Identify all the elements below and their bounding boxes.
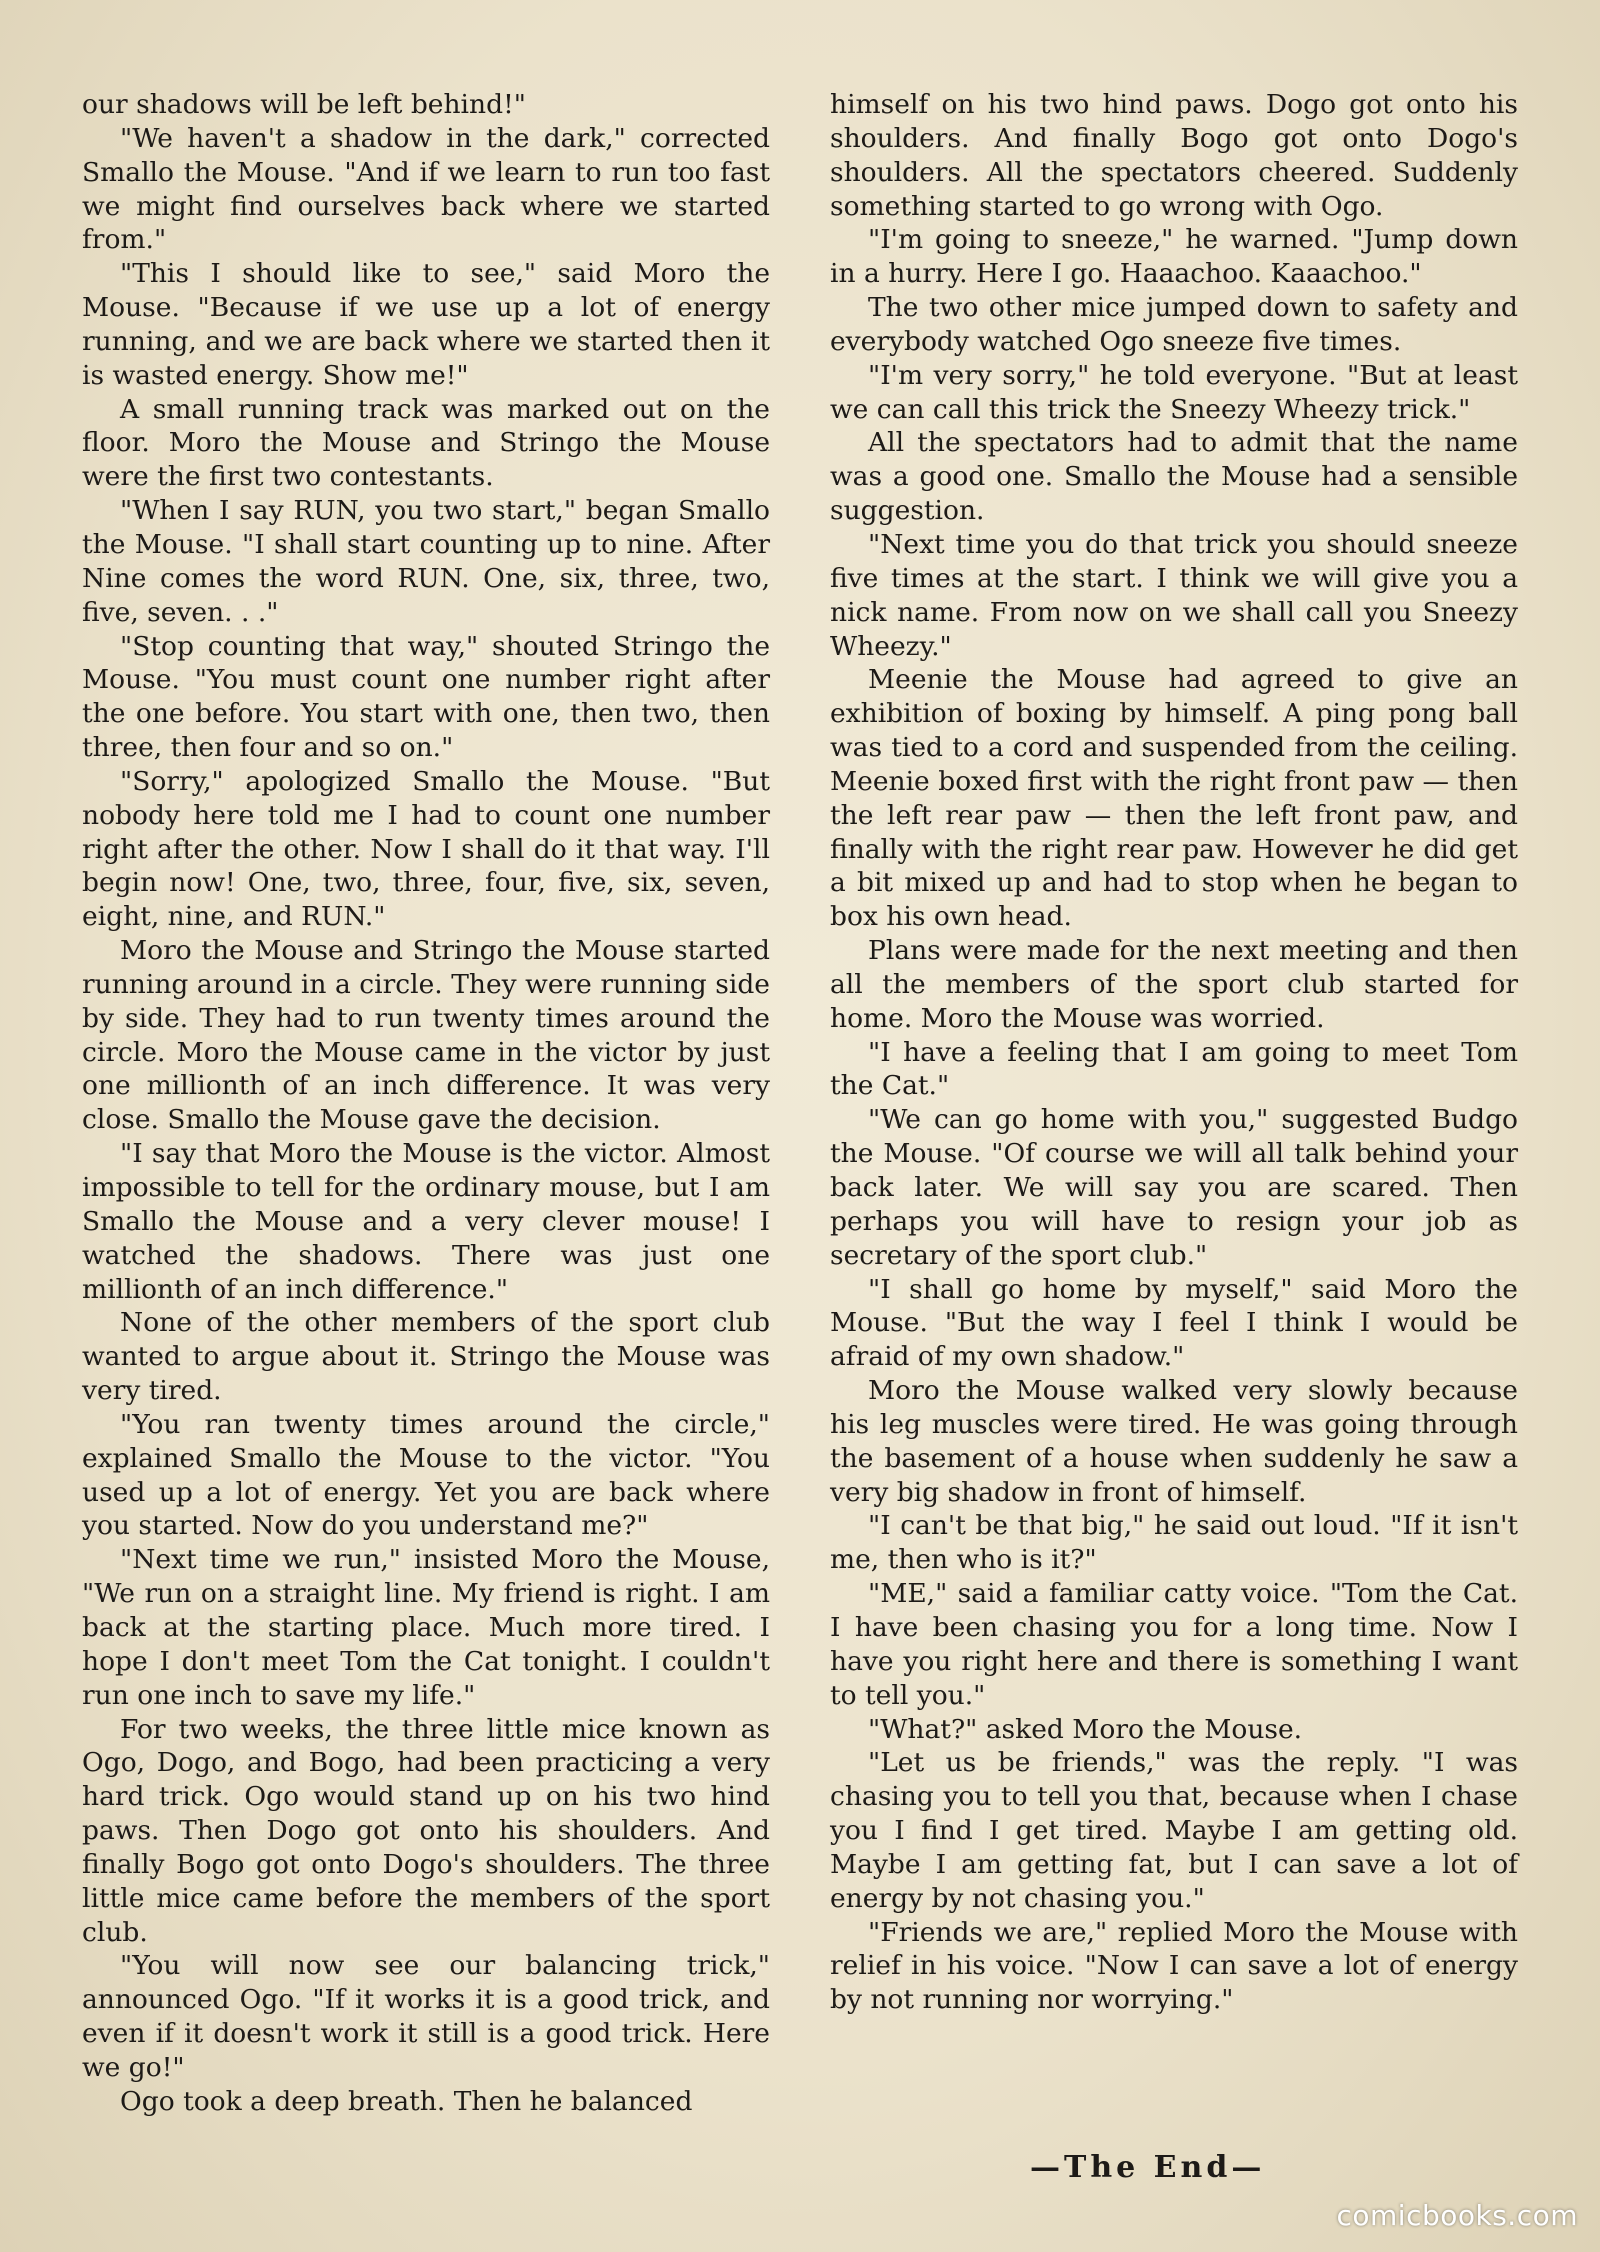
paragraph: "When I say RUN, you two start," began Smallo the Mouse. "I shall start counting up to nine. After Nine comes the word RUN. One, six, three, two, five, seven. . .": [82, 495, 770, 628]
paragraph: "I shall go home by myself," said Moro the Mouse. "But the way I feel I think I would be afraid of my own shadow.": [830, 1273, 1518, 1373]
paragraph: Ogo took a deep breath. Then he balanced: [120, 2085, 693, 2117]
site-watermark: comicbooks.com: [1336, 2199, 1578, 2232]
paragraph: "I say that Moro the Mouse is the victor. Almost impossible to tell for the ordinary mouse, but I am Smallo the Mouse and a very clever mouse! I watched the shadows. There was just one millionth of an inch difference.": [82, 1138, 770, 1305]
paragraph: "I have a feeling that I am going to meet Tom the Cat.": [830, 1036, 1518, 1102]
paragraph: A small running track was marked out on the floor. Moro the Mouse and Stringo the Mouse were the first two contestants.: [82, 393, 770, 493]
paragraph: "I can't be that big," he said out loud. "If it isn't me, then who is it?": [830, 1510, 1518, 1576]
paragraph: "We can go home with you," suggested Budgo the Mouse. "Of course we will all talk behind your back later. We will say you are scared. Then perhaps you will have to resign your job as secretary of the sport club.": [830, 1104, 1518, 1271]
paragraph: "This I should like to see," said Moro the Mouse. "Because if we use up a lot of energy running, and we are back where we started then it is wasted energy. Show me!": [82, 258, 770, 391]
paragraph: "We haven't a shadow in the dark," corrected Smallo the Mouse. "And if we learn to run too fast we might find ourselves back where we started from.": [82, 122, 770, 256]
paragraph: The two other mice jumped down to safety and everybody watched Ogo sneeze five times.: [830, 292, 1518, 357]
paragraph: Moro the Mouse walked very slowly because his leg muscles were tired. He was going through the basement of a house when suddenly he saw a very big shadow in front of himself.: [830, 1375, 1518, 1508]
paragraph: "What?" asked Moro the Mouse.: [868, 1713, 1303, 1745]
paragraph: "Next time we run," insisted Moro the Mouse, "We run on a straight line. My friend is right. I am back at the starting place. Much more tired. I hope I don't meet Tom the Cat tonight. I couldn't run one inch to save my life.": [82, 1544, 770, 1711]
paragraph: "You will now see our balancing trick," announced Ogo. "If it works it is a good trick, and even if it doesn't work it still is a good trick. Here we go!": [82, 1950, 770, 2083]
the-end-label: —The End—: [1030, 2150, 1266, 2185]
paragraph: Moro the Mouse and Stringo the Mouse started running around in a circle. They were running side by side. They had to run twenty times around the circle. Moro the Mouse came in the victor by just one millionth of an inch difference. It was very close. Smallo the Mouse gave the decision.: [82, 935, 770, 1136]
paragraph: "Friends we are," replied Moro the Mouse with relief in his voice. "Now I can save a lot of energy by not running nor worrying.": [830, 1916, 1518, 2016]
paragraph: All the spectators had to admit that the name was a good one. Smallo the Mouse had a sensible suggestion.: [830, 427, 1518, 527]
paragraph: "Sorry," apologized Smallo the Mouse. "But nobody here told me I had to count one number right after the other. Now I shall do it that way. I'll begin now! One, two, three, four, five, six, seven, eight, nine, and RUN.": [82, 765, 770, 933]
paragraph: None of the other members of the sport club wanted to argue about it. Stringo the Mouse was very tired.: [82, 1307, 770, 1407]
paragraph: "Stop counting that way," shouted Stringo the Mouse. "You must count one number right after the one before. You start with one, then two, then three, then four and so on.": [82, 630, 770, 764]
paragraph: "You ran twenty times around the circle," explained Smallo the Mouse to the victor. "You used up a lot of energy. Yet you are back where you started. Now do you understand me?": [82, 1408, 770, 1542]
paragraph: our shadows will be left behind!": [82, 89, 526, 120]
text-column-right: [830, 88, 1518, 2017]
paragraph: "Next time you do that trick you should sneeze five times at the start. I think we will give you a nick name. From now on we shall call you Sneezy Wheezy.": [830, 528, 1518, 662]
paragraph: "ME," said a familiar catty voice. "Tom the Cat. I have been chasing you for a long time. Now I have you right here and there is something I want to tell you.": [830, 1578, 1518, 1711]
text-column-left: [82, 88, 770, 2119]
paragraph: For two weeks, the three little mice known as Ogo, Dogo, and Bogo, had been practicing a very hard trick. Ogo would stand up on his two hind paws. Then Dogo got onto his shoulders. And finally Bogo got onto Dogo's shoulders. The three little mice came before the members of the sport club.: [82, 1713, 770, 1948]
paragraph: himself on his two hind paws. Dogo got onto his shoulders. And finally Bogo got onto Dogo's shoulders. All the spectators cheered. Suddenly something started to go wrong with Ogo.: [830, 89, 1518, 222]
paragraph: Meenie the Mouse had agreed to give an exhibition of boxing by himself. A ping pong ball was tied to a cord and suspended from the ceiling. Meenie boxed first with the right front paw — then the left rear paw — then the left front paw, and finally with the right rear paw. However he did get a bit mixed up and had to stop when he began to box his own head.: [830, 664, 1518, 933]
paragraph: "I'm very sorry," he told everyone. "But at least we can call this trick the Sneezy Wheezy trick.": [830, 359, 1518, 425]
paragraph: "I'm going to sneeze," he warned. "Jump down in a hurry. Here I go. Haaachoo. Kaaachoo.": [830, 224, 1518, 290]
paragraph: Plans were made for the next meeting and then all the members of the sport club started for home. Moro the Mouse was worried.: [830, 935, 1518, 1034]
paragraph: "Let us be friends," was the reply. "I was chasing you to tell you that, because when I chase you I find I get tired. Maybe I am getting old. Maybe I am getting fat, but I can save a lot of energy by not chasing you.": [830, 1747, 1518, 1914]
